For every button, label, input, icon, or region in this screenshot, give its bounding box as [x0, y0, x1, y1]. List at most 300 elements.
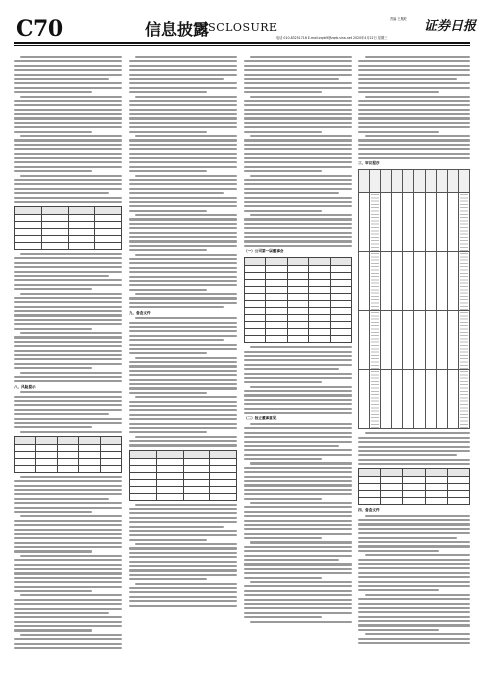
- text-line: [14, 314, 122, 316]
- text-line: [358, 559, 470, 561]
- text-line: [358, 113, 470, 115]
- text-line: [129, 348, 237, 350]
- table-cell: [425, 484, 447, 491]
- text-line: [250, 386, 352, 388]
- text-line: [244, 441, 352, 443]
- text-line: [244, 205, 352, 207]
- cell-text: [460, 312, 468, 370]
- table-row: [15, 206, 122, 214]
- table-cell: [359, 498, 381, 505]
- table-cell: [95, 235, 122, 242]
- text-line: [14, 69, 122, 71]
- text-line: [244, 197, 352, 199]
- text-line: [129, 280, 237, 282]
- text-line: [129, 365, 237, 367]
- cell-text: [460, 371, 468, 429]
- text-line: [129, 409, 237, 411]
- text-line: [14, 297, 122, 299]
- text-line: [14, 485, 122, 487]
- text-line: [358, 459, 470, 461]
- text-line: [244, 555, 352, 557]
- text-line: [244, 104, 352, 106]
- text-line: [14, 188, 122, 190]
- table-cell: [425, 311, 436, 370]
- text-line: [244, 559, 339, 561]
- table-cell: [57, 436, 78, 444]
- text-line: [244, 161, 352, 163]
- text-line: [244, 100, 352, 102]
- table-cell: [381, 193, 392, 252]
- header-rule-thin: [14, 45, 470, 46]
- table-cell: [210, 479, 237, 486]
- text-line: [129, 352, 207, 354]
- text-line: [14, 323, 122, 325]
- text-line: [14, 426, 92, 428]
- text-line: [365, 432, 470, 434]
- text-line: [244, 232, 352, 234]
- text-line: [14, 74, 122, 76]
- text-line: [358, 122, 470, 124]
- text-line: [14, 117, 122, 119]
- table-cell: [41, 214, 68, 221]
- text-line: [135, 317, 237, 319]
- text-line: [365, 56, 470, 58]
- text-line: [14, 336, 122, 338]
- text-line: [358, 589, 439, 591]
- text-line: [14, 586, 122, 588]
- text-line: [129, 210, 207, 212]
- text-line: [365, 633, 470, 635]
- table-cell: [79, 451, 100, 458]
- text-line: [129, 179, 237, 181]
- text-line: [250, 96, 352, 98]
- table-cell: [392, 311, 403, 370]
- text-line: [14, 629, 92, 631]
- table-row: [245, 266, 352, 273]
- table-cell: [36, 444, 57, 451]
- text-line: [20, 594, 122, 596]
- text-line: [244, 480, 352, 482]
- text-line: [244, 65, 352, 67]
- article-column-4: [358, 56, 470, 692]
- text-line: [358, 131, 439, 133]
- table-cell: [130, 472, 157, 479]
- table-cell: [57, 465, 78, 472]
- text-line: [129, 565, 237, 567]
- body-text-block: [14, 253, 122, 382]
- text-line: [129, 335, 237, 337]
- table-cell: [79, 465, 100, 472]
- text-line: [250, 214, 352, 216]
- table-cell: [130, 479, 157, 486]
- table-cell: [414, 252, 425, 311]
- text-line: [244, 537, 322, 539]
- text-line: [14, 319, 122, 321]
- table-cell: [287, 273, 308, 280]
- table-row: [245, 315, 352, 322]
- table-cell: [309, 273, 330, 280]
- text-line: [244, 179, 352, 181]
- table-cell: [266, 280, 287, 287]
- text-line: [14, 91, 92, 93]
- text-line: [14, 616, 122, 618]
- text-line: [14, 529, 122, 531]
- text-line: [250, 423, 352, 425]
- text-line: [244, 192, 339, 194]
- text-line: [244, 427, 352, 429]
- text-line: [244, 153, 352, 155]
- text-line: [135, 293, 237, 295]
- body-text-block: [358, 432, 470, 465]
- text-line: [358, 532, 470, 534]
- text-line: [129, 65, 237, 67]
- text-line: [129, 109, 237, 111]
- text-line: [244, 183, 352, 185]
- text-line: [244, 223, 352, 225]
- text-line: [129, 547, 237, 549]
- table-cell: [266, 273, 287, 280]
- text-line: [365, 594, 470, 596]
- text-line: [244, 210, 322, 212]
- data-table: [358, 468, 470, 505]
- text-line: [358, 148, 470, 150]
- text-line: [250, 502, 352, 504]
- text-line: [244, 117, 352, 119]
- text-line: [358, 450, 470, 452]
- text-line: [129, 306, 224, 308]
- text-line: [358, 65, 470, 67]
- table-cell: [447, 477, 469, 484]
- text-line: [244, 236, 352, 238]
- text-line: [129, 197, 237, 199]
- table-cell: [183, 479, 210, 486]
- table-cell: [266, 308, 287, 315]
- text-line: [358, 100, 470, 102]
- table-cell: [156, 458, 183, 465]
- text-line: [135, 396, 237, 398]
- section-heading: （一）公司第一届董事会: [244, 249, 284, 254]
- table-cell: [41, 228, 68, 235]
- text-line: [358, 607, 470, 609]
- table-row: [130, 465, 237, 472]
- text-line: [14, 638, 122, 640]
- text-line: [244, 82, 352, 84]
- text-line: [129, 276, 237, 278]
- table-cell: [100, 451, 121, 458]
- text-line: [129, 148, 237, 150]
- text-line: [14, 148, 122, 150]
- table-cell: [414, 370, 425, 429]
- text-line: [14, 126, 122, 128]
- table-cell: [156, 450, 183, 458]
- text-line: [14, 537, 122, 539]
- text-line: [244, 351, 352, 353]
- text-line: [14, 87, 122, 89]
- table-cell: [309, 266, 330, 273]
- table-cell: [447, 370, 458, 429]
- text-line: [244, 524, 352, 526]
- text-line: [14, 192, 109, 194]
- table-cell: [359, 491, 381, 498]
- text-line: [244, 533, 352, 535]
- large-data-table: [358, 169, 470, 429]
- text-line: [244, 616, 322, 618]
- text-line: [129, 153, 237, 155]
- body-text-block: [14, 476, 122, 649]
- text-line: [20, 476, 122, 478]
- text-line: [250, 581, 352, 583]
- text-line: [244, 585, 352, 587]
- table-cell: [381, 252, 392, 311]
- text-line: [14, 422, 122, 424]
- data-table: [14, 436, 122, 473]
- text-line: [358, 581, 470, 583]
- text-line: [358, 624, 470, 626]
- text-line: [14, 131, 92, 133]
- table-cell: [447, 193, 458, 252]
- newspaper-logo: 证券日报: [424, 19, 477, 34]
- text-line: [14, 350, 122, 352]
- table-cell: [130, 465, 157, 472]
- table-row: [359, 491, 470, 498]
- text-line: [14, 502, 122, 504]
- text-line: [14, 345, 122, 347]
- text-line: [14, 590, 92, 592]
- table-cell: [266, 266, 287, 273]
- table-cell: [287, 294, 308, 301]
- text-line: [14, 100, 122, 102]
- text-line: [14, 559, 122, 561]
- text-line: [135, 56, 237, 58]
- text-line: [244, 528, 352, 530]
- text-line: [244, 218, 352, 220]
- body-text-block: [244, 423, 352, 623]
- header-rule: [14, 42, 470, 44]
- text-line: [244, 381, 322, 383]
- table-cell: [15, 458, 36, 465]
- table-cell: [447, 469, 469, 477]
- table-row: [15, 436, 122, 444]
- table-cell: [330, 280, 351, 287]
- text-line: [244, 113, 352, 115]
- table-row: [245, 287, 352, 294]
- table-cell: [381, 498, 403, 505]
- table-row: [15, 228, 122, 235]
- table-cell: [41, 235, 68, 242]
- table-cell: [183, 493, 210, 500]
- table-row: [245, 294, 352, 301]
- table-cell: [287, 336, 308, 343]
- text-line: [244, 69, 352, 71]
- text-line: [358, 117, 470, 119]
- text-line: [244, 245, 352, 247]
- text-line: [358, 441, 470, 443]
- table-row: [130, 472, 237, 479]
- text-line: [14, 621, 122, 623]
- text-line: [20, 332, 122, 334]
- text-line: [244, 126, 352, 128]
- table-cell: [15, 221, 42, 228]
- text-line: [129, 227, 237, 229]
- text-line: [129, 91, 207, 93]
- text-line: [14, 612, 109, 614]
- text-line: [129, 344, 237, 346]
- table-cell: [210, 486, 237, 493]
- table-cell: [245, 336, 266, 343]
- text-line: [358, 563, 470, 565]
- table-cell: [403, 311, 414, 370]
- table-cell: [156, 486, 183, 493]
- text-line: [129, 131, 207, 133]
- text-line: [244, 368, 339, 370]
- text-line: [244, 355, 352, 357]
- table-cell: [425, 491, 447, 498]
- text-line: [129, 122, 237, 124]
- table-row: [359, 311, 470, 370]
- text-line: [14, 507, 122, 509]
- data-table: [129, 450, 237, 501]
- table-cell: [359, 193, 370, 252]
- text-line: [129, 236, 237, 238]
- text-line: [129, 383, 237, 385]
- text-line: [14, 498, 109, 500]
- text-line: [358, 545, 470, 547]
- text-line: [244, 577, 322, 579]
- text-line: [129, 370, 237, 372]
- text-line: [358, 82, 470, 84]
- table-cell: [330, 308, 351, 315]
- table-row: [130, 458, 237, 465]
- text-line: [14, 288, 92, 290]
- table-cell: [130, 450, 157, 458]
- text-line: [365, 96, 470, 98]
- body-text-block: [244, 56, 352, 247]
- table-cell: [41, 206, 68, 214]
- table-cell: [100, 436, 121, 444]
- text-line: [20, 293, 122, 295]
- table-cell: [287, 258, 308, 266]
- body-text-block: [244, 346, 352, 414]
- text-line: [14, 271, 122, 273]
- text-line: [244, 594, 352, 596]
- text-line: [358, 69, 470, 71]
- table-cell: [370, 193, 381, 252]
- text-line: [135, 543, 237, 545]
- table-cell: [245, 280, 266, 287]
- table-cell: [309, 280, 330, 287]
- table-cell: [403, 484, 425, 491]
- table-cell: [68, 242, 95, 249]
- text-line: [244, 498, 322, 500]
- text-line: [129, 232, 237, 234]
- masthead: [0, 0, 484, 48]
- table-cell: [414, 193, 425, 252]
- text-line: [129, 166, 237, 168]
- text-line: [135, 436, 237, 438]
- text-line: [14, 170, 92, 172]
- text-line: [358, 87, 470, 89]
- text-line: [244, 144, 352, 146]
- table-cell: [359, 477, 381, 484]
- text-line: [135, 357, 237, 359]
- text-line: [244, 188, 352, 190]
- table-cell: [359, 469, 381, 477]
- text-line: [244, 377, 352, 379]
- text-line: [14, 409, 122, 411]
- table-cell: [183, 472, 210, 479]
- text-line: [244, 170, 322, 172]
- text-line: [129, 379, 237, 381]
- section-heading: （二）独立董事意见: [244, 416, 277, 421]
- text-line: [129, 113, 237, 115]
- text-line: [244, 394, 352, 396]
- text-line: [358, 78, 457, 80]
- table-cell: [381, 484, 403, 491]
- page-number: C70: [16, 16, 63, 42]
- text-line: [358, 541, 470, 543]
- table-cell: [330, 287, 351, 294]
- text-line: [14, 568, 122, 570]
- table-cell: [359, 252, 370, 311]
- table-cell: [414, 170, 425, 193]
- text-line: [129, 284, 237, 286]
- text-line: [14, 533, 122, 535]
- text-line: [244, 359, 352, 361]
- text-line: [244, 157, 352, 159]
- text-line: [358, 638, 470, 640]
- text-line: [129, 100, 237, 102]
- table-cell: [245, 322, 266, 329]
- table-cell: [41, 221, 68, 228]
- text-line: [20, 515, 122, 517]
- table-cell: [309, 258, 330, 266]
- text-line: [129, 534, 237, 536]
- text-line: [244, 467, 352, 469]
- text-line: [244, 489, 352, 491]
- table-cell: [425, 477, 447, 484]
- text-line: [129, 192, 224, 194]
- table-cell: [330, 329, 351, 336]
- text-line: [14, 400, 122, 402]
- text-line: [20, 175, 122, 177]
- text-line: [135, 214, 237, 216]
- table-cell: [156, 472, 183, 479]
- text-line: [358, 611, 470, 613]
- text-line: [129, 223, 237, 225]
- cell-text: [371, 312, 379, 370]
- table-cell: [425, 370, 436, 429]
- text-line: [244, 403, 352, 405]
- table-cell: [130, 458, 157, 465]
- table-cell: [68, 228, 95, 235]
- text-line: [129, 569, 237, 571]
- table-cell: [436, 170, 447, 193]
- table-cell: [309, 329, 330, 336]
- text-line: [14, 564, 122, 566]
- text-line: [129, 258, 237, 260]
- table-row: [245, 301, 352, 308]
- text-line: [14, 608, 122, 610]
- text-line: [129, 530, 237, 532]
- table-cell: [287, 301, 308, 308]
- table-row: [15, 465, 122, 472]
- text-line: [14, 306, 122, 308]
- text-line: [129, 600, 237, 602]
- cell-text: [460, 253, 468, 311]
- table-cell: [210, 472, 237, 479]
- text-line: [244, 399, 352, 401]
- table-cell: [436, 252, 447, 311]
